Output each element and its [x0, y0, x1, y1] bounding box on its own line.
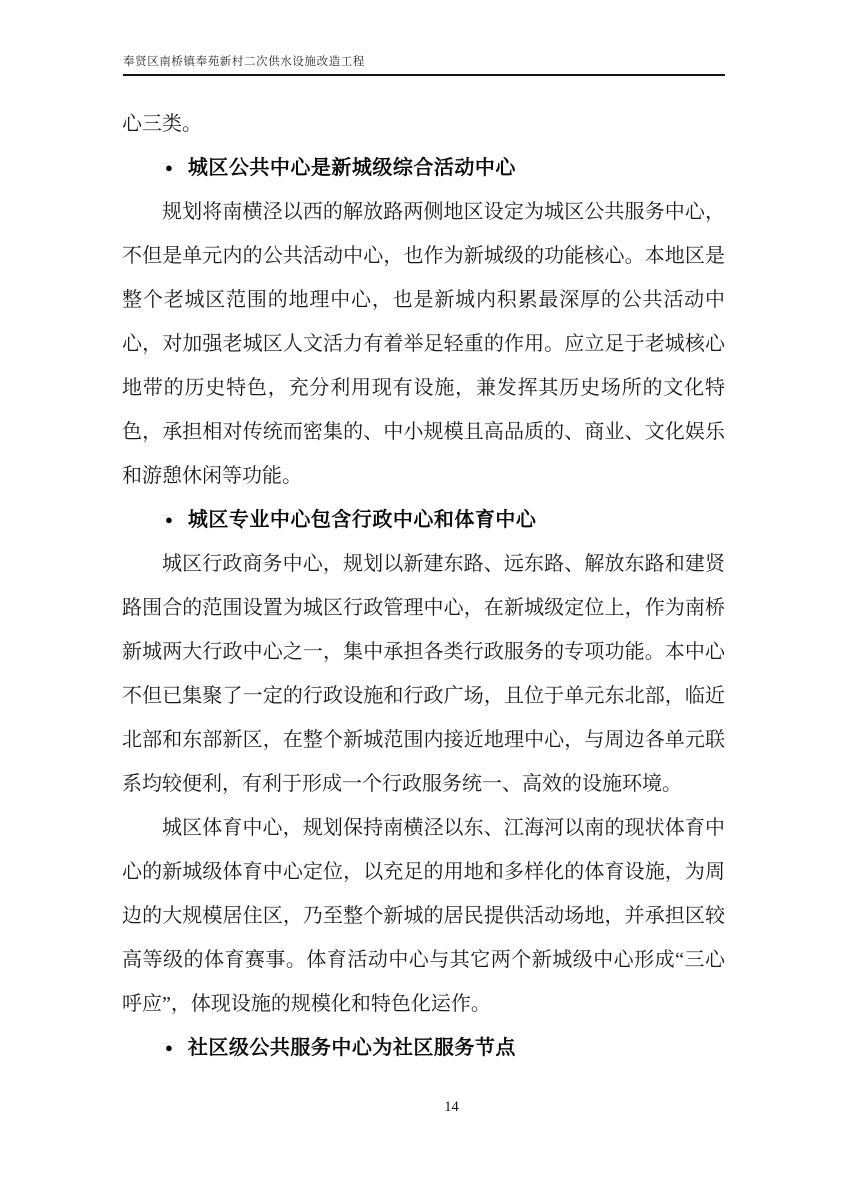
section-heading-3-label: 社区级公共服务中心为社区服务节点: [187, 1037, 516, 1059]
section-heading-1: [122, 146, 725, 190]
section-heading-2-label: 城区专业中心包含行政中心和体育中心: [187, 509, 537, 531]
bullet-icon: ●: [165, 512, 173, 527]
paragraph: 规划将南横泾以西的解放路两侧地区设定为城区公共服务中心，不但是单元内的公共活动中心，也作为新城级的功能核心。本地区是整个老城区范围的地理中心，也是新城内积累最深厚的公共活动中心，对加强老城区人文活力有着举足轻重的作用。应立足于老城核心地带的历史特色，充分利用现有设施，兼发挥其历史场所的文化特色，承担相对传统而密集的、中小规模且高品质的、商业、文化娱乐和游憩休闲等功能。: [122, 201, 725, 487]
continuation-line: 心三类。: [122, 113, 202, 135]
bullet-icon: ●: [165, 160, 173, 175]
paragraph: 城区体育中心，规划保持南横泾以东、江海河以南的现状体育中心的新城级体育中心定位，以充足的用地和多样化的体育设施，为周边的大规模居住区，乃至整个新城的居民提供活动场地，并承担区较高等级的体育赛事。体育活动中心与其它两个新城级中心形成“三心呼应”，体现设施的规模化和特色化运作。: [122, 817, 725, 1015]
page-number: 14: [444, 1099, 459, 1115]
bullet-icon: ●: [165, 1040, 173, 1055]
section-heading-1-label: 城区公共中心是新城级综合活动中心: [187, 157, 516, 179]
document-body: [122, 102, 725, 1070]
header-title: 奉贤区南桥镇奉苑新村二次供水设施改造工程: [123, 55, 725, 76]
page-footer: [0, 1098, 849, 1116]
page-header: [123, 0, 725, 76]
section-heading-3: [122, 1026, 725, 1070]
section-heading-2: [122, 498, 725, 542]
paragraph: 城区行政商务中心，规划以新建东路、远东路、解放东路和建贤路围合的范围设置为城区行政管理中心，在新城级定位上，作为南桥新城两大行政中心之一，集中承担各类行政服务的专项功能。本中心不但已集聚了一定的行政设施和行政广场，且位于单元东北部，临近北部和东部新区，在整个新城范围内接近地理中心，与周边各单元联系均较便利，有利于形成一个行政服务统一、高效的设施环境。: [122, 553, 725, 795]
